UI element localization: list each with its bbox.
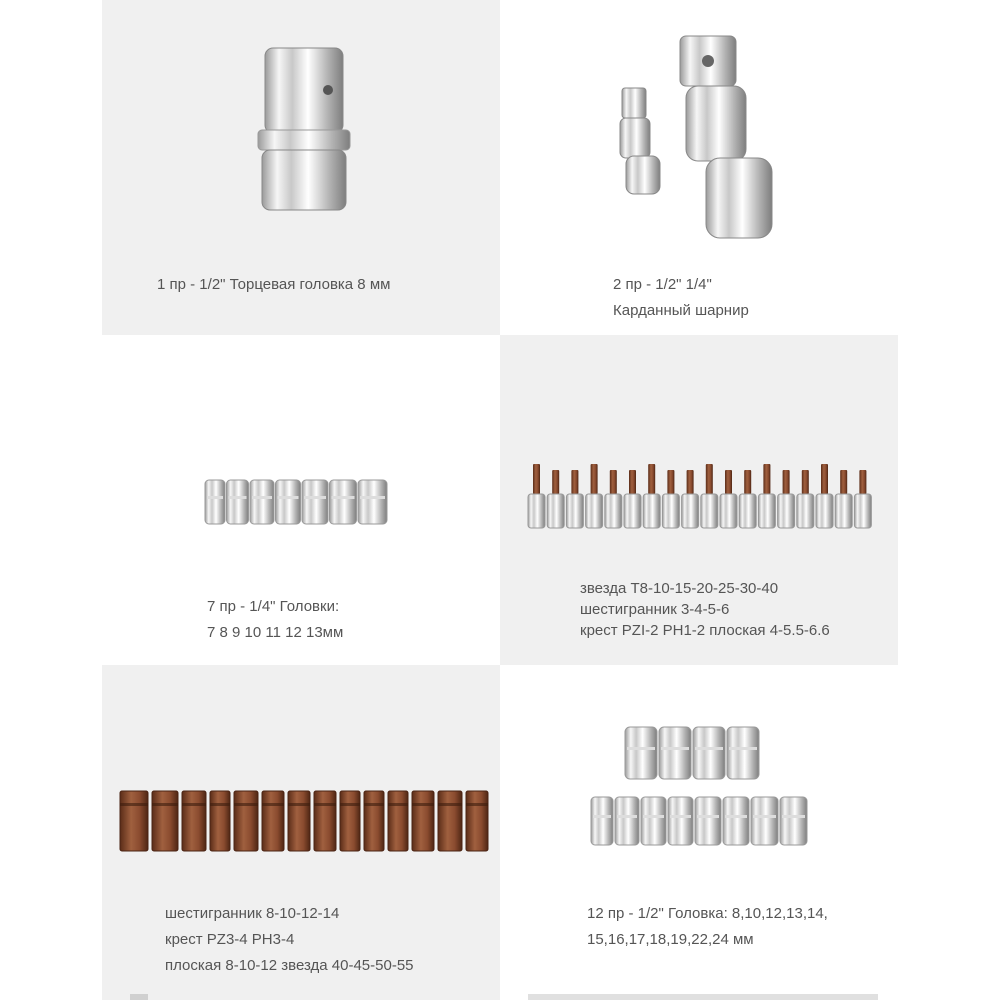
bit	[340, 791, 360, 851]
bit-socket	[624, 470, 641, 528]
socket	[302, 480, 328, 524]
bit-socket	[854, 470, 871, 528]
bit	[262, 791, 284, 851]
bit-socket	[662, 470, 679, 528]
socket	[591, 797, 613, 845]
bit	[314, 791, 336, 851]
socket	[668, 797, 693, 845]
cropped-footer-fragment	[528, 994, 878, 1000]
socket	[276, 480, 301, 524]
bit-socket	[720, 470, 737, 528]
bit-sockets-row-image	[528, 462, 883, 530]
caption-panel-6	[587, 901, 828, 953]
bit	[234, 791, 258, 851]
socket	[250, 480, 274, 524]
bit	[288, 791, 310, 851]
caption-line: 7 8 9 10 11 12 13мм	[207, 624, 344, 641]
caption-line: 2 пр - 1/2" 1/4"	[613, 276, 712, 293]
caption-line: плоская 8-10-12 звезда 40-45-50-55	[165, 957, 414, 974]
bit	[438, 791, 462, 851]
caption-line: крест PZI-2 PH1-2 плоская 4-5.5-6.6	[580, 622, 830, 639]
bit	[412, 791, 434, 851]
bit	[466, 791, 488, 851]
bit-socket	[797, 470, 814, 528]
socket	[693, 727, 725, 779]
bit-socket	[758, 464, 775, 528]
caption-panel-1	[157, 272, 390, 298]
caption-line: 1 пр - 1/2" Торцевая головка 8 мм	[157, 276, 391, 293]
socket	[727, 727, 759, 779]
universal-joint-image	[612, 28, 782, 248]
caption-line: шестигранник 8-10-12-14	[165, 905, 340, 922]
caption-panel-3	[207, 594, 343, 646]
bit-socket	[835, 470, 852, 528]
large-bits-image	[120, 785, 470, 855]
bit	[364, 791, 384, 851]
bit-socket	[547, 470, 564, 528]
caption-line: крест PZ3-4 PH3-4	[165, 931, 295, 948]
caption-line: шестигранник 3-4-5-6	[580, 601, 730, 618]
cropped-footer-fragment	[130, 994, 148, 1000]
socket-adapter-image	[240, 40, 370, 220]
bit-socket	[528, 464, 545, 528]
bit	[388, 791, 408, 851]
caption-line: 12 пр - 1/2" Головка: 8,10,12,13,14,	[587, 905, 828, 922]
sockets-1-4-image	[205, 476, 395, 528]
caption-line: 7 пр - 1/4" Головки:	[207, 598, 340, 615]
socket	[695, 797, 721, 845]
socket	[780, 797, 807, 845]
bit-socket	[739, 470, 756, 528]
socket	[659, 727, 691, 779]
caption-line: звезда T8-10-15-20-25-30-40	[580, 580, 779, 597]
bit-socket	[701, 464, 718, 528]
bit-socket	[682, 470, 699, 528]
socket	[625, 727, 657, 779]
bit	[210, 791, 230, 851]
bit-socket	[816, 464, 833, 528]
caption-line: 15,16,17,18,19,22,24 мм	[587, 931, 754, 948]
bit-socket	[566, 470, 583, 528]
caption-panel-2	[613, 272, 749, 324]
socket	[358, 480, 387, 524]
bit	[182, 791, 206, 851]
caption-panel-5	[165, 901, 414, 979]
bit-socket	[643, 464, 660, 528]
socket	[330, 480, 357, 524]
socket	[227, 480, 249, 524]
bit	[120, 791, 148, 851]
caption-line: Карданный шарнир	[613, 302, 749, 319]
bit-socket	[586, 464, 603, 528]
socket	[723, 797, 749, 845]
bit-socket	[778, 470, 795, 528]
socket	[641, 797, 666, 845]
socket	[615, 797, 639, 845]
socket	[751, 797, 778, 845]
bit	[152, 791, 178, 851]
socket	[205, 480, 225, 524]
bit-socket	[605, 470, 622, 528]
caption-panel-4	[580, 578, 830, 641]
sockets-1-2-image	[585, 725, 815, 850]
